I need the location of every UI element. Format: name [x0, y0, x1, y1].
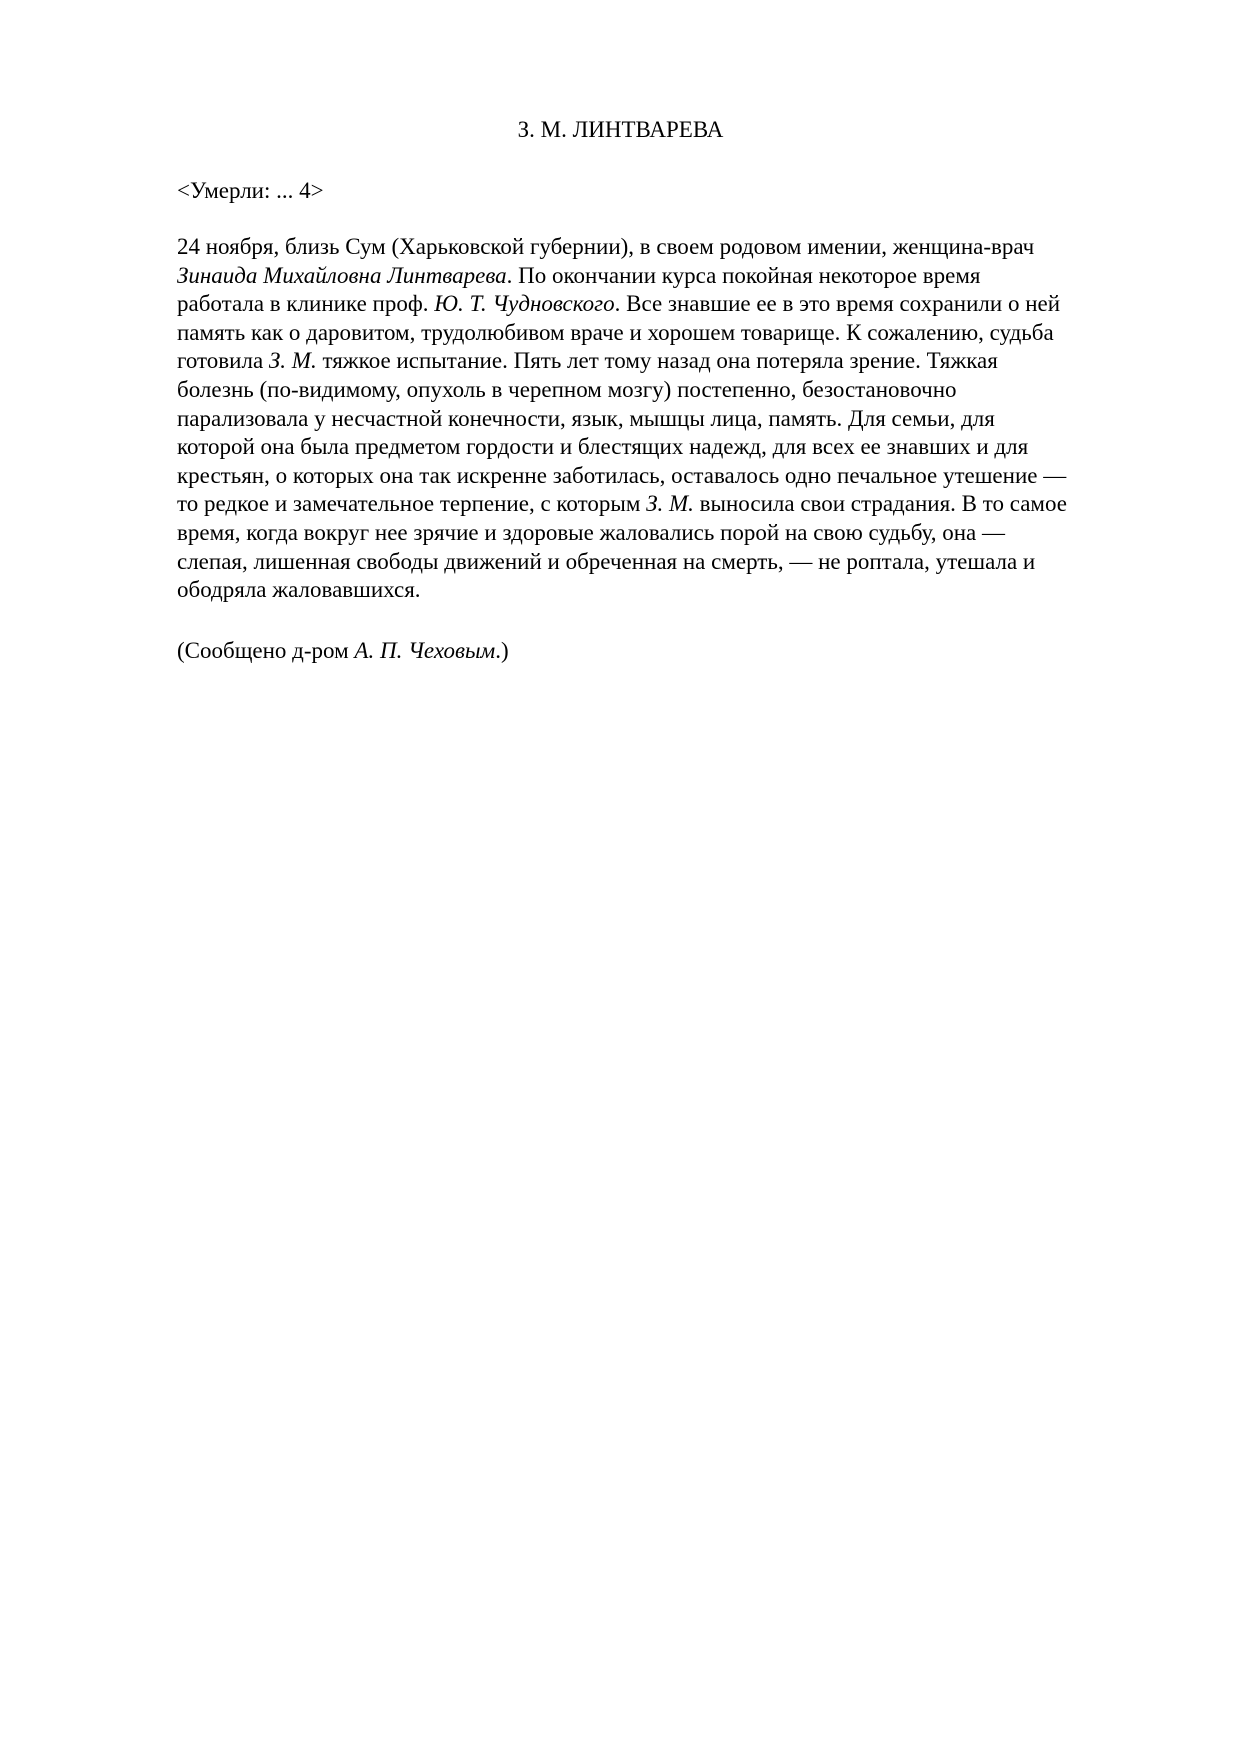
paragraph-line: парализовала у несчастной конечности, язык, мышцы лица, память. Для семьи, для	[177, 405, 995, 431]
source-note: (Сообщено д-ром А. П. Чеховым.)	[177, 638, 509, 663]
obituary-paragraph	[177, 233, 1077, 605]
paragraph-line: время, когда вокруг нее зрячие и здоровые жаловались порой на свою судьбу, она —	[177, 519, 1005, 545]
paragraph-line: то редкое и замечательное терпение, с которым З. М. выносила свои страдания. В то самое	[177, 491, 1067, 517]
section-label: <Умерли: ... 4>	[177, 178, 324, 203]
paragraph-line: Зинаида Михайловна Линтварева. По окончании курса покойная некоторое время	[177, 262, 981, 288]
paragraph-line: слепая, лишенная свободы движений и обреченная на смерть, — не роптала, утешала и	[177, 548, 1036, 574]
paragraph-line: память как о даровитом, трудолюбивом враче и хорошем товарище. К сожалению, судьба	[177, 319, 1054, 345]
paragraph-line: которой она была предметом гордости и блестящих надежд, для всех ее знавших и для	[177, 434, 1029, 460]
paragraph-line: работала в клинике проф. Ю. Т. Чудновского. Все знавшие ее в это время сохранили о ней	[177, 291, 1061, 317]
paragraph-line: 24 ноября, близь Сум (Харьковской губернии), в своем родовом имении, женщина-врач	[177, 234, 1035, 259]
paragraph-line: болезнь (по-видимому, опухоль в черепном мозгу) постепенно, безостановочно	[177, 376, 957, 402]
page-title: З. М. ЛИНТВАРЕВА	[517, 117, 724, 142]
paragraph-line: ободряла жаловавшихся.	[177, 577, 421, 603]
paragraph-line: готовила З. М. тяжкое испытание. Пять лет тому назад она потеряла зрение. Тяжкая	[177, 348, 998, 374]
paragraph-line: крестьян, о которых она так искренне заботилась, оставалось одно печальное утешение —	[177, 462, 1067, 488]
